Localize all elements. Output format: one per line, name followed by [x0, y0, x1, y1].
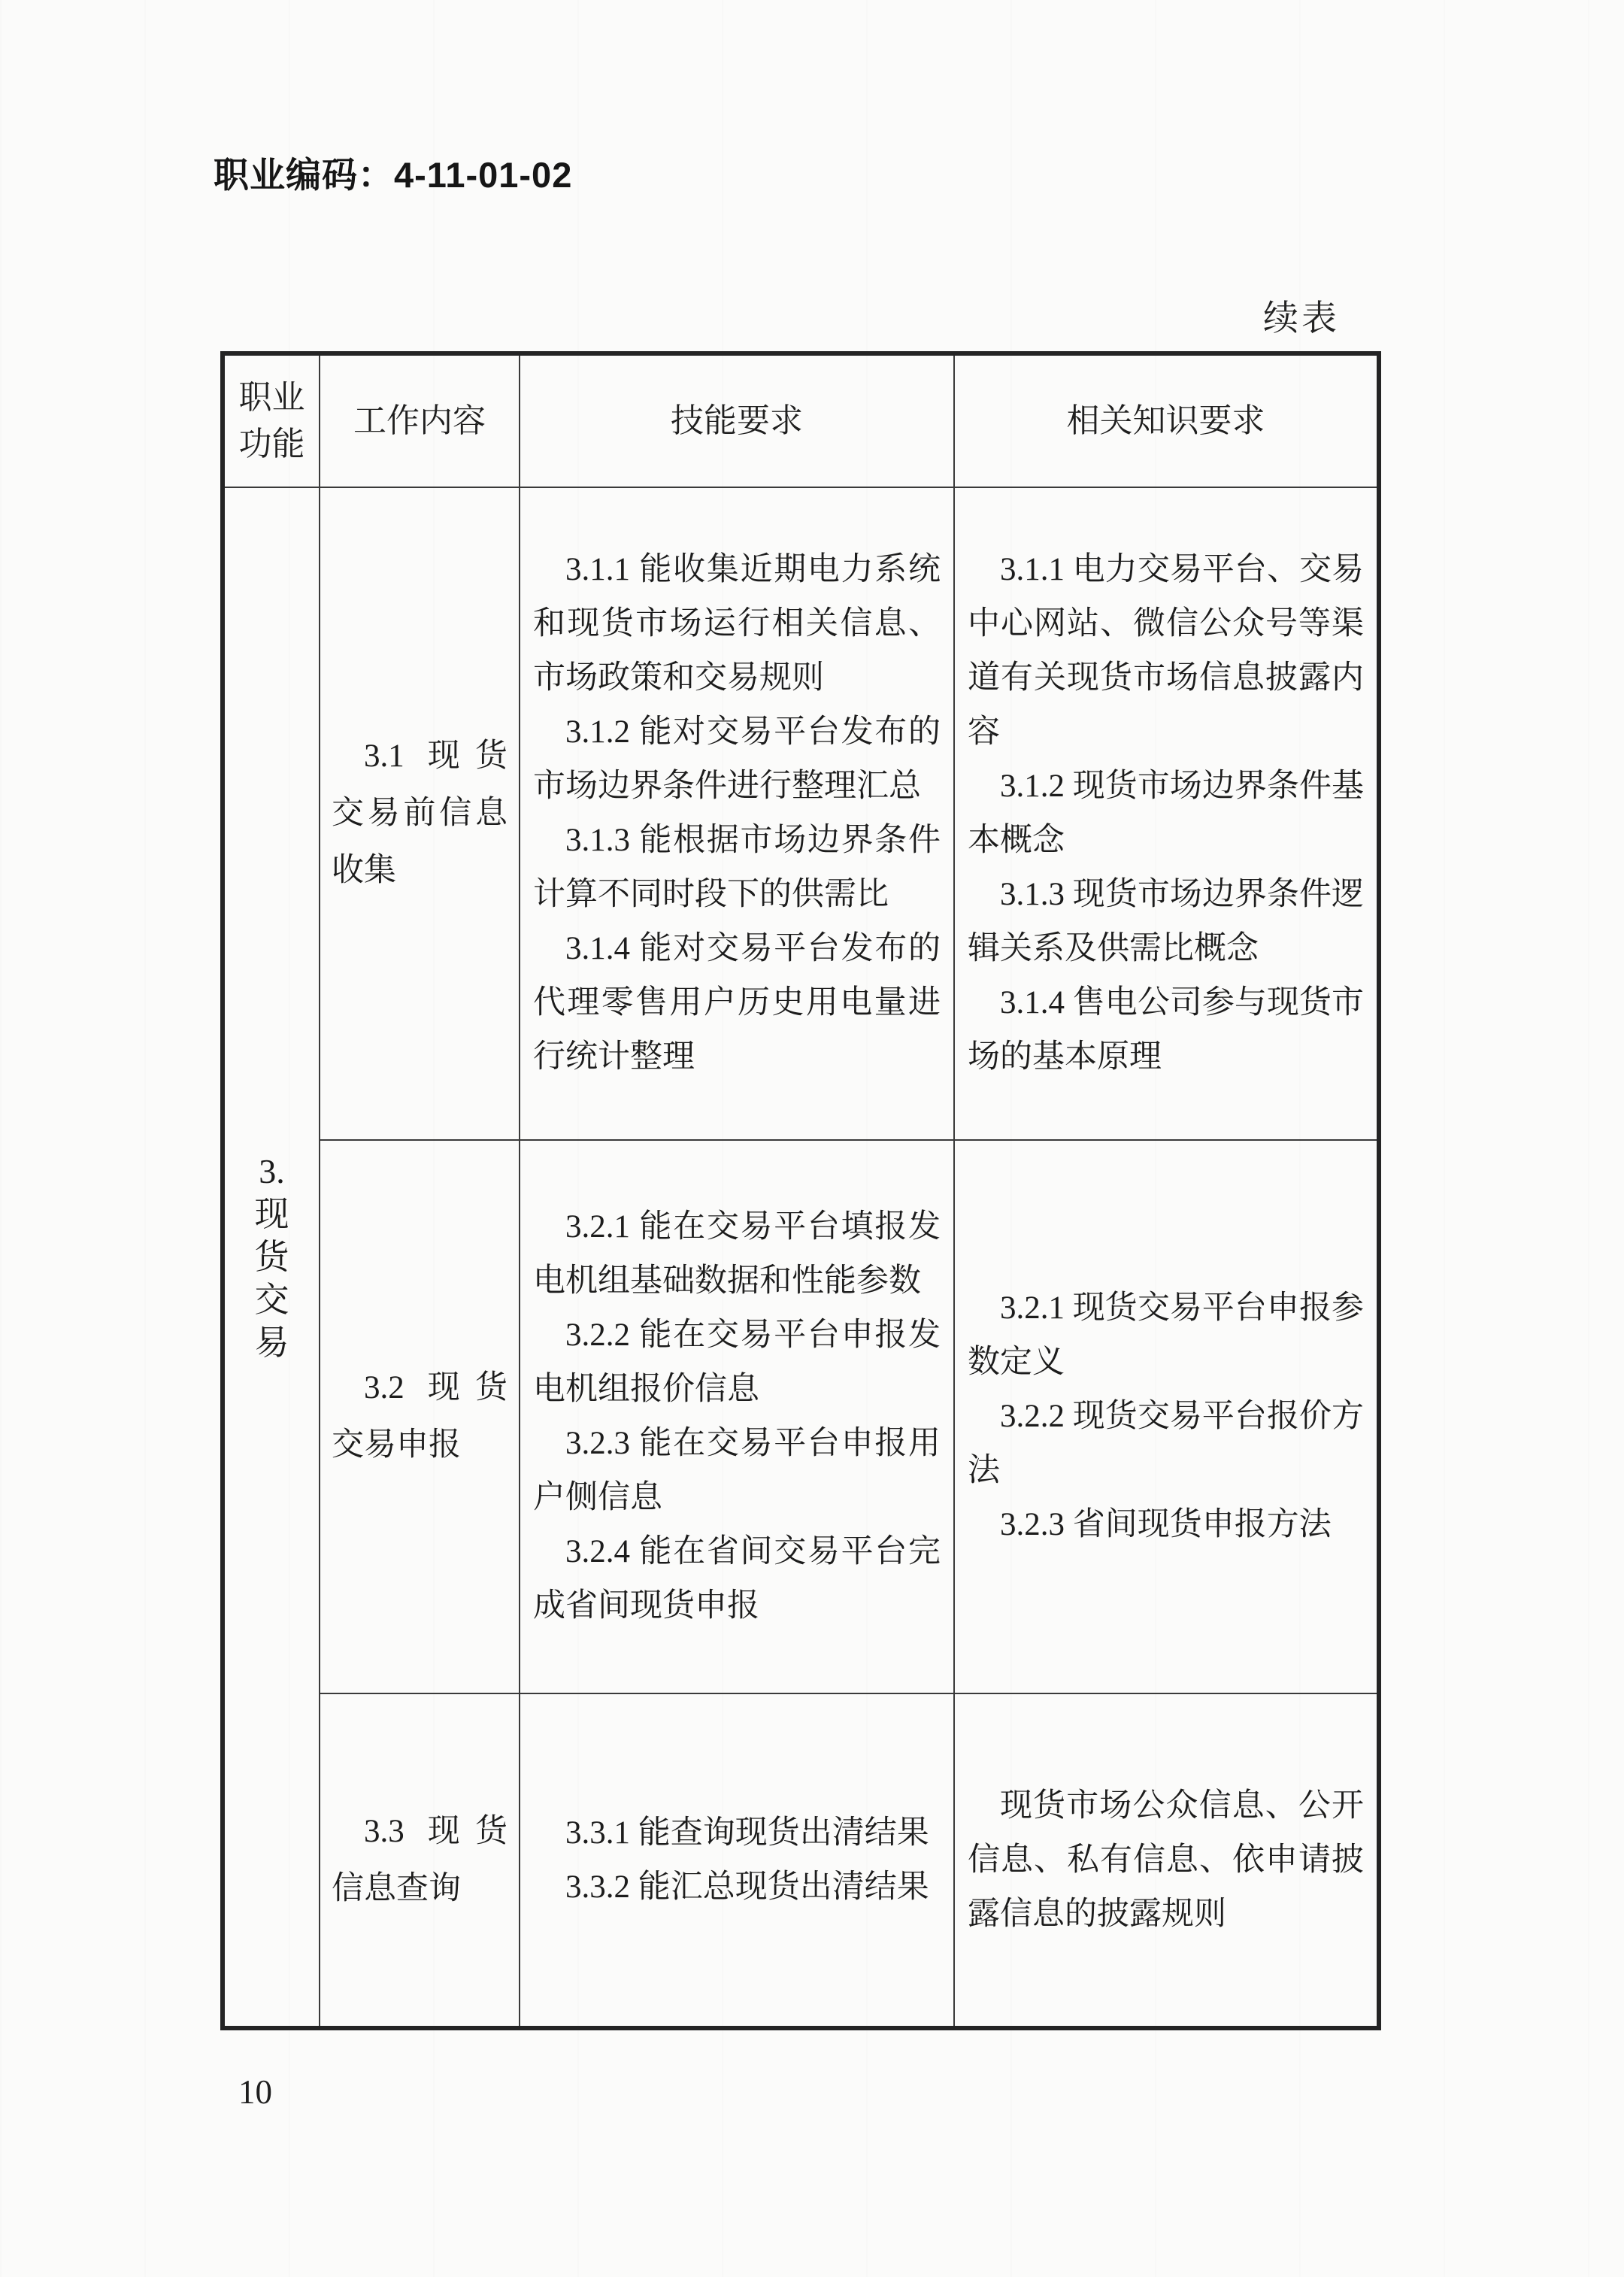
text-line: 3.2.4 能在省间交易平台完成省间现货申报 [533, 1534, 941, 1624]
text-line: 3.2.3 能在交易平台申报用户侧信息 [533, 1426, 941, 1515]
knowledge-cell-3-1 [955, 488, 1377, 1141]
skills-cell-3-2 [520, 1141, 955, 1694]
work-content-text: 3.2 现货交易申报 [332, 1370, 508, 1463]
text-line: 3.1.2 现货市场边界条件基本概念 [968, 769, 1364, 858]
text-line: 3.2.1 现货交易平台申报参数定义 [968, 1290, 1364, 1380]
work-content-text: 3.1 现货交易前信息收集 [332, 738, 508, 888]
text-line: 3.1.1 电力交易平台、交易中心网站、微信公众号等渠道有关现货市场信息披露内容 [968, 552, 1364, 750]
header-work-content: 工作内容 [320, 356, 520, 488]
occupation-code: 职业编码：4-11-01-02 [214, 155, 573, 195]
text-line: 3.2.1 能在交易平台填报发电机组基础数据和性能参数 [533, 1209, 941, 1299]
header-occupational-function: 职业功能 [225, 356, 320, 488]
text-line: 3.2.3 省间现货申报方法 [1000, 1507, 1332, 1542]
work-content-cell-3-2 [320, 1141, 520, 1694]
text-line: 现 [254, 1195, 289, 1233]
work-content-text: 3.3 现货信息查询 [332, 1813, 508, 1906]
skills-cell-3-3 [520, 1694, 955, 2026]
text-line: 3.2.2 现货交易平台报价方法 [968, 1399, 1364, 1488]
text-line: 3.2.2 能在交易平台申报发电机组报价信息 [533, 1317, 941, 1407]
text-line: 3.1.4 能对交易平台发布的代理零售用户历史用电量进行统计整理 [533, 931, 941, 1075]
page-number: 10 [238, 2073, 272, 2111]
text-line: 交 [254, 1281, 289, 1319]
work-content-cell-3-3 [320, 1694, 520, 2026]
text-line: 3.3.2 能汇总现货出清结果 [565, 1869, 929, 1905]
text-line: 货 [254, 1238, 289, 1276]
text-line: 3.3.1 能查询现货出清结果 [565, 1815, 929, 1851]
text-line: 3.1.3 现货市场边界条件逻辑关系及供需比概念 [968, 877, 1364, 966]
header-skill-requirements: 技能要求 [520, 356, 955, 488]
text-line: 3.1.4 售电公司参与现货市场的基本原理 [968, 985, 1364, 1075]
knowledge-cell-3-3 [955, 1694, 1377, 2026]
work-content-cell-3-1 [320, 488, 520, 1141]
text-line: 3. [259, 1152, 285, 1190]
continued-table-label: 续表 [1263, 299, 1340, 338]
skills-cell-3-1 [520, 488, 955, 1141]
text-line: 易 [254, 1323, 289, 1362]
text-line: 3.1.3 能根据市场边界条件计算不同时段下的供需比 [533, 823, 941, 912]
standards-table [220, 351, 1381, 2030]
text-line: 3.1.2 能对交易平台发布的市场边界条件进行整理汇总 [533, 714, 941, 804]
text-line: 3.1.1 能收集近期电力系统和现货市场运行相关信息、市场政策和交易规则 [533, 552, 941, 696]
knowledge-cell-3-2 [955, 1141, 1377, 1694]
text-line: 现货市场公众信息、公开信息、私有信息、依申请披露信息的披露规则 [968, 1787, 1364, 1932]
function-cell-spot-trading [225, 488, 320, 2026]
header-knowledge-requirements: 相关知识要求 [955, 356, 1377, 488]
